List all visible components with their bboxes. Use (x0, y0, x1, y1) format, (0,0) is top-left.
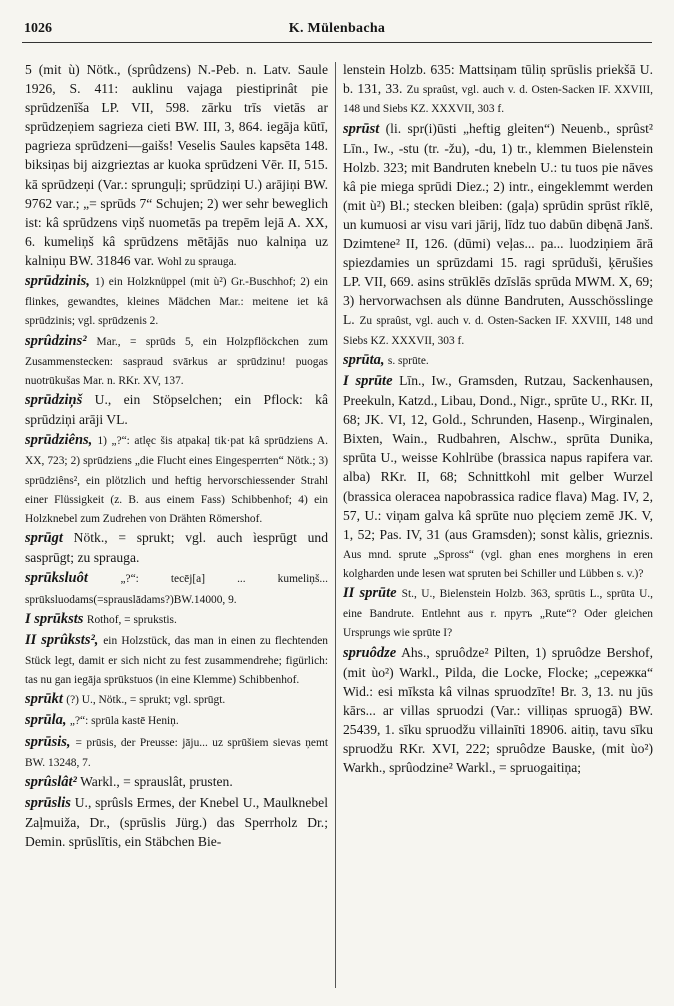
headword: sprūla, (25, 712, 67, 729)
entry-text: U., sprûsls Ermes, der Knebel U., Maulknebel Zaļmuiža, Dr., (sprūslis Jürg.) das Sperrholz Dr.; Demin. sprūslītis, ein Stäbchen Bie- (25, 794, 328, 850)
entry-sprudzinis (25, 271, 328, 330)
entry-text: Warkl., = sprauslât, prusten. (80, 773, 233, 789)
entry-sprusis (25, 732, 328, 771)
headword: sprūgt (25, 530, 63, 547)
entry-text: (li. spr(i)ūsti „heftig gleiten“) Neuenb., sprûst² Līn., Iw., -stu (tr. -žu), -du, 1) tr., klemmen Bielenstein Holzb. 323; mit Bandruten knebeln U.: tu tuos pie nāves kâ pie miega sprūdi Diez.; 2) intr., eingeklemmt werden (mit ù²) Bl.; stecken bleiben: (gaļa) sprūdin sprūst rīklē, un kumuosi ar visu vari jārij, līdz tuo dabūn dibęnā Janš. Dzimtene² II, 126. (dūmi) veļas... pa... luodziņiem ārā spiezdamies un sprūzdami 15. ragi sprūduši, ķērušies LP. VII, 669. asins strūklēs dzīslās sprūda MWM. X, 69; 3) hervorwachsen als dünne Bandruten, Ausschösslinge L. (343, 120, 653, 328)
entry-text: 1) „?“: atlęc šis atpakaļ tik·pat kâ sprūdziens A. XX, 723; 2) sprūdziens „die Flucht eines Eingesperrten“ Nötk.; 3) sprūdziêns², ein plötzlich und heftig hervorschiessender Strahl einer Flüssigkeit (z. B. aus einem Fass) Schibbenhof; 4) ein Holzknebel zum Zudrehen von Drähten Römershof. (25, 435, 328, 526)
etymology-note: Wohl zu sprauga. (157, 255, 237, 268)
entry-sprugt (25, 528, 328, 567)
headword: sprūslis (25, 794, 71, 811)
column-divider (335, 62, 336, 988)
entry-text: 5 (mit ù) Nötk., (sprûdzens) N.-Peb. n. Latv. Saule 1926, S. 411: auklinu vajaga piestiprinât pie sprūdzenīša LP. VII, 598. zārku trīs vietās ar sprūdzeņiem sagrieza cieti BW. III, 3, 864. iegāja kūtī, pagrieza sprūdzeni—gaišs! Veselis Saules kapsēta 148. biksiņas bij aizgrieztas ar kuoka sprūdzeni Vēr. II, 515. kā sprūdzeņi (Var.: sprunguļi; sprūdziņi U.) arājiņi BW. 9762 var.; „= sprūds 7“ Schujen; 2) wer sehr beweglich ist: kâ sprūdzens viņš nuometās pa trepēm lejā A. XX, 6. kumeliņš kâ sprūdzens mētājās nuo kalniņa uz kalniņu BW. 31846 var. (25, 62, 328, 268)
headword: sprūst (343, 120, 380, 137)
entry-spruksluot (25, 568, 328, 607)
headword: sprūsis, (25, 733, 71, 750)
entry-sprust (343, 119, 653, 349)
entry-text: U., ein Stöpselchen; ein Pflock: kâ sprūdziņi arāji VL. (25, 392, 328, 428)
running-head: K. Mülenbacha (288, 21, 386, 36)
headword: I sprūte (343, 372, 393, 389)
entry-spruta (343, 350, 653, 370)
entry-text: Nötk., = sprukt; vgl. auch ìesprūgt und sasprūgt; zu sprauga. (25, 530, 328, 566)
right-column (343, 60, 653, 990)
entry-spruslat (25, 772, 328, 792)
entry-sprudziens (25, 430, 328, 527)
entry-sprula (25, 710, 328, 730)
entry-text: „?“: sprūla kastē Heniņ. (69, 715, 179, 728)
headword: II sprūte (343, 585, 397, 602)
etymology-note: Zu spraûst, vgl. auch v. d. Osten-Sacken IF. XXVIII, 148 und Siebs KZ. XXXVII, 303 f. (343, 315, 653, 347)
entry-sprute-2 (343, 583, 653, 642)
headword: sprūdziêns, (25, 432, 93, 449)
headword: sprūkt (25, 691, 63, 708)
page-number: 1026 (24, 21, 52, 36)
entry-text: Mar., = sprūds 5, ein Holzpflöckchen zum Zusammenstecken: saspraud svārkus ar sprūdzinu! puogas nuotrūkušas Mar. n. RKr. XV, 137. (25, 335, 328, 387)
entry-text: 1) ein Holzknüppel (mit ù²) Gr.-Buschhof; 2) ein flinkes, gewandtes, kleines Mädchen Mar.: meitene iet kâ sprūdzinis; vgl. sprūdzenis 2. (25, 276, 328, 328)
entry-spruksts-2 (25, 630, 328, 689)
headword: spruôdze (343, 644, 397, 661)
headword: II sprûksts², (25, 631, 99, 648)
entry-continuation (343, 60, 653, 118)
entry-text: Ahs., spruôdze² Pilten, 1) spruôdze Bershof, (mit ùo²) Warkl., Pilda, die Locke, Flocke; „сережка“ Wid.: esi mīksta kâ vilnas spruodzīte! Br. 3, 13. nu jūs kārs... ar villas spruodzi (Var.: villiņas spruogā) BW. 25439, 1. sīku spruodžu villainīti 18906. aitiņ, tavu sīku spruodžu RKr. XVI, 222; spruôdze Bauske, (mit ùo²) Warkh., sprûodzine² Warkl., = spruogaitiņa; (343, 644, 653, 776)
entry-sprukt (25, 689, 328, 709)
headword: sprūksluôt (25, 570, 88, 587)
page-header (22, 20, 652, 43)
entry-spruksts-1 (25, 609, 328, 629)
entry-sprudzins (25, 331, 328, 390)
etymology-note: Zu spraûst, vgl. auch v. d. Osten-Sacken IF. XXVIII, 148 und Siebs KZ. XXXVII, 303 f. (343, 84, 653, 116)
entry-text: ein Holzstück, das man in einen zu flechtenden Stück legt, damit er sich nicht zu fest zusammendrehe; figürlich: tas nu gan iegāja sprūkstuos (in eine Klemme) Schibbenhof. (25, 634, 328, 687)
entry-sprute-1 (343, 371, 653, 582)
headword: I sprūksts (25, 610, 84, 627)
entry-text: (?) U., Nötk., = sprukt; vgl. sprūgt. (66, 694, 226, 707)
headword: sprûdzins² (25, 332, 87, 349)
entry-text: „?“: tecēj[a] ... kumeliņš... sprūksluodams(=sprauslādams?)BW.14000, 9. (25, 573, 328, 606)
entry-spruodze (343, 643, 653, 778)
left-column (25, 60, 328, 990)
headword: sprūdzinis, (25, 273, 90, 290)
entry-sprudzins-stopsel (25, 390, 328, 429)
headword: sprûslât² (25, 773, 77, 790)
etymology-note: Aus mnd. sprute „Spross“ (vgl. ghan enes morghens in eren kolgharden unde lesen wat spruten bei Schiller und Lübben s. v.)? (343, 548, 653, 580)
entry-continuation (25, 60, 328, 270)
entry-text: St., U., Bielenstein Holzb. 363, sprūtis L., sprūta U., eine Bandrute. Entlehnt aus r. прутъ „Rute“? Oder gleichen Ursprungs wie sprūte I? (343, 588, 653, 640)
headword: sprūdziņš (25, 392, 83, 409)
entry-text: Rothof, = sprukstis. (86, 613, 177, 626)
entry-text: lenstein Holzb. 635: Mattsiņam tūliņ sprūslis priekšā U. b. 131, 33. (343, 62, 653, 97)
entry-text: Līn., Iw., Gramsden, Rutzau, Sackenhausen, Preekuln, Katzd., Libau, Dond., Nigr., sprūte U., RKr. II, 68; JK. VI, 12, Gold., Schrunden, Hasenp., Wirginalen, Bixten, Wain., Rudbahren, Alschw., sprūta Dunika, sprūta U., weisse Kohlrübe (brassica napus rapifera var. alba) RKr. II, 68; Schnittkohl mit gelber Wurzel (brassica oleracea napobrassica radice flava) Mag. IV, 2, 57, U.: viņam galva kâ sprūte nuo plęciem zemē JK. V, 1, 52; Pas. IV, 31 (aus Gramsden); sonst kàlis, grieznis. (343, 372, 653, 542)
cross-reference: s. sprūte. (387, 354, 429, 367)
entry-spruslis (25, 793, 328, 851)
entry-text: = prūsis, der Preusse: jāju... uz sprūšiem sievas ņemt BW. 13248, 7. (25, 736, 328, 769)
headword: sprūta, (343, 351, 385, 368)
